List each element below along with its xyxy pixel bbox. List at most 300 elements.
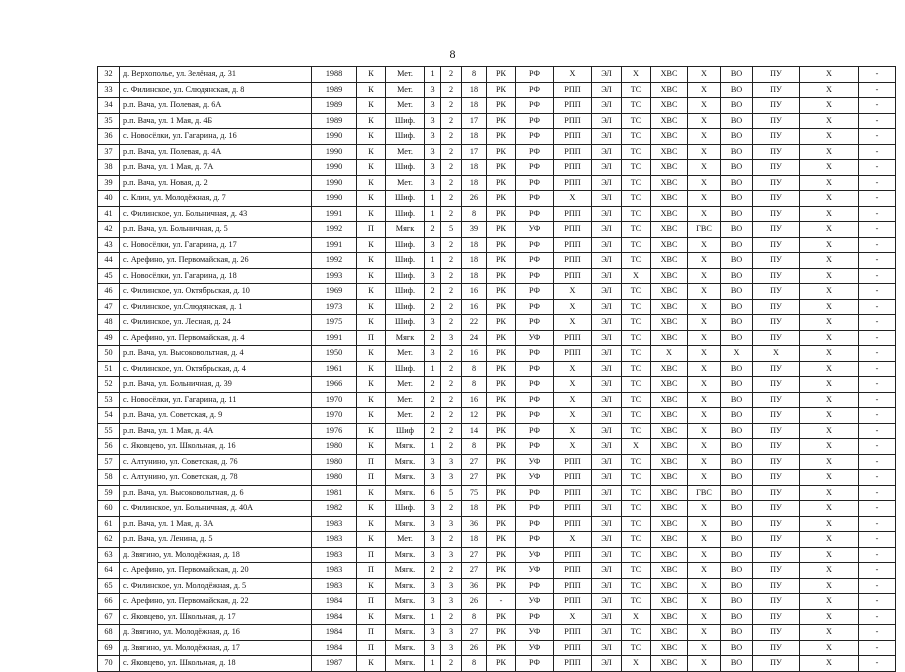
table-cell: ВО (721, 516, 753, 532)
table-cell: Х (688, 439, 721, 455)
table-cell: 18 (462, 175, 487, 191)
table-cell: 1984 (312, 640, 357, 656)
table-cell: Х (800, 315, 859, 331)
table-cell: РФ (516, 98, 554, 114)
table-cell: Х (688, 454, 721, 470)
row-number-cell: 61 (98, 516, 120, 532)
table-cell: РК (487, 330, 516, 346)
table-cell: РК (487, 439, 516, 455)
address-cell: д. Звягино, ул. Молодёжная, д. 16 (120, 625, 312, 641)
table-cell: 1 (425, 206, 441, 222)
table-cell: 1973 (312, 299, 357, 315)
address-cell: с. Арефино, ул. Первомайская, д. 26 (120, 253, 312, 269)
table-cell: - (859, 191, 896, 207)
table-cell: 2 (441, 191, 462, 207)
table-cell: ХВС (651, 67, 688, 83)
table-cell: 8 (462, 377, 487, 393)
table-cell: 3 (425, 113, 441, 129)
table-cell: Х (800, 253, 859, 269)
table-cell: ВО (721, 67, 753, 83)
table-row (98, 268, 896, 284)
table-cell: Х (554, 299, 592, 315)
table-cell: 2 (425, 222, 441, 238)
table-cell: Х (800, 594, 859, 610)
table-cell: 3 (425, 454, 441, 470)
table-cell: РПП (554, 516, 592, 532)
address-cell: р.п. Вача, ул. 1 Мая, д. 3А (120, 516, 312, 532)
table-cell: 3 (425, 594, 441, 610)
table-cell: ХВС (651, 175, 688, 191)
table-cell: К (357, 656, 386, 672)
table-cell: Х (688, 361, 721, 377)
table-cell: ПУ (753, 609, 800, 625)
row-number-cell: 68 (98, 625, 120, 641)
table-cell: ХВС (651, 408, 688, 424)
table-cell: РФ (516, 268, 554, 284)
table-cell: Х (688, 82, 721, 98)
table-cell: Х (688, 563, 721, 579)
table-cell: ВО (721, 253, 753, 269)
row-number-cell: 32 (98, 67, 120, 83)
table-cell: 1990 (312, 129, 357, 145)
table-cell: РФ (516, 392, 554, 408)
row-number-cell: 64 (98, 563, 120, 579)
table-cell: Х (688, 609, 721, 625)
table-body (98, 67, 896, 672)
table-cell: - (859, 578, 896, 594)
table-cell: ЭЛ (592, 175, 622, 191)
table-cell: РПП (554, 330, 592, 346)
table-cell: ВО (721, 237, 753, 253)
table-cell: - (859, 501, 896, 517)
table-cell: ТС (622, 284, 651, 300)
table-cell: Х (800, 532, 859, 548)
table-cell: 3 (425, 470, 441, 486)
table-cell: ТС (622, 144, 651, 160)
table-cell: 2 (441, 439, 462, 455)
table-cell: 1976 (312, 423, 357, 439)
table-cell: ХВС (651, 516, 688, 532)
table-cell: 2 (441, 532, 462, 548)
table-cell: ТС (622, 485, 651, 501)
row-number-cell: 55 (98, 423, 120, 439)
table-cell: Х (688, 470, 721, 486)
table-cell: ЭЛ (592, 253, 622, 269)
table-cell: Х (688, 578, 721, 594)
table-cell: РК (487, 191, 516, 207)
table-cell: РК (487, 485, 516, 501)
table-cell: ЭЛ (592, 315, 622, 331)
table-cell: 3 (425, 237, 441, 253)
table-cell: РПП (554, 144, 592, 160)
table-cell: К (357, 237, 386, 253)
table-cell: ХВС (651, 113, 688, 129)
table-cell: ПУ (753, 98, 800, 114)
table-cell: РК (487, 578, 516, 594)
table-cell: ВО (721, 222, 753, 238)
table-cell: Мягк. (386, 485, 425, 501)
table-cell: К (357, 485, 386, 501)
table-cell: ХВС (651, 377, 688, 393)
table-cell: ХВС (651, 361, 688, 377)
table-cell: РФ (516, 656, 554, 672)
table-cell: 12 (462, 408, 487, 424)
table-cell: ПУ (753, 532, 800, 548)
table-cell: К (357, 129, 386, 145)
table-cell: ПУ (753, 625, 800, 641)
table-cell: РК (487, 175, 516, 191)
table-cell: Шиф. (386, 237, 425, 253)
row-number-cell: 34 (98, 98, 120, 114)
table-cell: 2 (425, 408, 441, 424)
table-cell: Мягк. (386, 439, 425, 455)
table-row (98, 609, 896, 625)
table-cell: РК (487, 547, 516, 563)
table-cell: Х (688, 594, 721, 610)
table-cell: ЭЛ (592, 485, 622, 501)
table-cell: ЭЛ (592, 98, 622, 114)
table-cell: ЭЛ (592, 299, 622, 315)
table-row (98, 656, 896, 672)
table-cell: 16 (462, 392, 487, 408)
table-cell: Х (688, 656, 721, 672)
table-cell: РК (487, 501, 516, 517)
table-cell: ВО (721, 330, 753, 346)
row-number-cell: 48 (98, 315, 120, 331)
table-cell: Х (800, 625, 859, 641)
table-cell: 2 (441, 268, 462, 284)
table-cell: 1981 (312, 485, 357, 501)
table-cell: ПУ (753, 253, 800, 269)
table-cell: - (859, 625, 896, 641)
table-cell: ХВС (651, 129, 688, 145)
table-cell: 1984 (312, 625, 357, 641)
table-cell: ПУ (753, 439, 800, 455)
address-cell: с. Арефино, ул. Первомайская, д. 4 (120, 330, 312, 346)
table-cell: ТС (622, 454, 651, 470)
table-cell: 3 (425, 160, 441, 176)
table-cell: 1969 (312, 284, 357, 300)
table-cell: Х (800, 656, 859, 672)
table-cell: 3 (441, 640, 462, 656)
table-cell: 1975 (312, 315, 357, 331)
table-cell: 8 (462, 361, 487, 377)
table-cell: К (357, 284, 386, 300)
table-row (98, 175, 896, 191)
table-cell: П (357, 547, 386, 563)
table-row (98, 315, 896, 331)
table-cell: ТС (622, 547, 651, 563)
table-cell: - (859, 516, 896, 532)
table-cell: 1983 (312, 532, 357, 548)
table-cell: Х (622, 439, 651, 455)
table-cell: ХВС (651, 547, 688, 563)
table-cell: РПП (554, 501, 592, 517)
table-cell: ХВС (651, 299, 688, 315)
table-cell: РФ (516, 82, 554, 98)
table-cell: 1950 (312, 346, 357, 362)
table-cell: Мягк. (386, 578, 425, 594)
table-cell: Х (554, 392, 592, 408)
table-cell: 3 (425, 501, 441, 517)
table-cell: ВО (721, 392, 753, 408)
table-cell: 1970 (312, 392, 357, 408)
table-cell: ХВС (651, 191, 688, 207)
table-cell: ПУ (753, 454, 800, 470)
table-cell: РК (487, 82, 516, 98)
table-cell: РПП (554, 454, 592, 470)
table-row (98, 423, 896, 439)
table-cell: ГВС (688, 222, 721, 238)
table-cell: РФ (516, 237, 554, 253)
table-cell: Х (800, 563, 859, 579)
table-cell: Х (688, 98, 721, 114)
table-cell: РК (487, 299, 516, 315)
table-cell: 1990 (312, 160, 357, 176)
table-cell: 27 (462, 625, 487, 641)
table-cell: ЭЛ (592, 222, 622, 238)
table-cell: РФ (516, 501, 554, 517)
address-cell: с. Филинское, ул. Больничная, д. 43 (120, 206, 312, 222)
table-cell: ТС (622, 563, 651, 579)
table-cell: ПУ (753, 315, 800, 331)
table-cell: РК (487, 113, 516, 129)
table-cell: РФ (516, 485, 554, 501)
table-cell: РФ (516, 67, 554, 83)
table-cell: Шиф. (386, 160, 425, 176)
table-cell: РК (487, 160, 516, 176)
table-cell: РК (487, 454, 516, 470)
table-cell: РФ (516, 284, 554, 300)
table-cell: 2 (441, 253, 462, 269)
table-cell: - (859, 609, 896, 625)
table-cell: ЭЛ (592, 640, 622, 656)
row-number-cell: 66 (98, 594, 120, 610)
table-cell: ВО (721, 656, 753, 672)
table-cell: 1970 (312, 408, 357, 424)
row-number-cell: 45 (98, 268, 120, 284)
table-cell: Х (688, 625, 721, 641)
table-cell: ХВС (651, 284, 688, 300)
address-cell: с. Новосёлки, ул. Гагарина, д. 16 (120, 129, 312, 145)
table-cell: РК (487, 656, 516, 672)
table-cell: ТС (622, 516, 651, 532)
table-row (98, 129, 896, 145)
table-cell: РК (487, 315, 516, 331)
table-cell: Х (800, 206, 859, 222)
row-number-cell: 42 (98, 222, 120, 238)
table-cell: 8 (462, 206, 487, 222)
table-cell: ТС (622, 377, 651, 393)
row-number-cell: 59 (98, 485, 120, 501)
table-row (98, 578, 896, 594)
table-row (98, 82, 896, 98)
table-cell: ПУ (753, 516, 800, 532)
table-cell: Мягк. (386, 656, 425, 672)
table-cell: 2 (441, 501, 462, 517)
table-cell: 1 (425, 67, 441, 83)
table-cell: ТС (622, 470, 651, 486)
table-cell: - (859, 222, 896, 238)
table-cell: Х (688, 640, 721, 656)
table-cell: Х (800, 191, 859, 207)
table-cell: 2 (441, 129, 462, 145)
table-cell: Шиф. (386, 315, 425, 331)
table-cell: ЭЛ (592, 625, 622, 641)
table-cell: 1989 (312, 113, 357, 129)
table-cell: ТС (622, 361, 651, 377)
row-number-cell: 41 (98, 206, 120, 222)
page-number: 8 (449, 47, 456, 61)
table-cell: ЭЛ (592, 501, 622, 517)
table-cell: РФ (516, 175, 554, 191)
table-row (98, 144, 896, 160)
row-number-cell: 69 (98, 640, 120, 656)
table-cell: ЭЛ (592, 113, 622, 129)
table-cell: РФ (516, 160, 554, 176)
table-cell: 39 (462, 222, 487, 238)
table-cell: ХВС (651, 532, 688, 548)
table-cell: - (859, 67, 896, 83)
table-cell: ЭЛ (592, 609, 622, 625)
table-cell: Шиф. (386, 253, 425, 269)
table-cell: 2 (425, 330, 441, 346)
table-cell: ЭЛ (592, 392, 622, 408)
row-number-cell: 43 (98, 237, 120, 253)
table-cell: ЭЛ (592, 439, 622, 455)
table-cell: К (357, 377, 386, 393)
table-cell: Мягк. (386, 640, 425, 656)
address-cell: с. Алтунино, ул. Советская, д. 76 (120, 454, 312, 470)
table-cell: РК (487, 346, 516, 362)
table-cell: ПУ (753, 268, 800, 284)
table-cell: - (859, 98, 896, 114)
table-cell: Х (800, 160, 859, 176)
table-cell: ТС (622, 98, 651, 114)
table-cell: - (859, 346, 896, 362)
address-cell: р.п. Вача, ул. Больничная, д. 5 (120, 222, 312, 238)
table-row (98, 470, 896, 486)
row-number-cell: 53 (98, 392, 120, 408)
table-cell: 3 (441, 330, 462, 346)
table-cell: 22 (462, 315, 487, 331)
table-row (98, 206, 896, 222)
table-cell: ПУ (753, 113, 800, 129)
row-number-cell: 40 (98, 191, 120, 207)
table-cell: 1984 (312, 609, 357, 625)
table-cell: 5 (441, 485, 462, 501)
table-cell: Х (688, 423, 721, 439)
table-cell: РФ (516, 346, 554, 362)
table-row (98, 392, 896, 408)
table-cell: Мягк. (386, 594, 425, 610)
table-cell: РК (487, 206, 516, 222)
table-cell: ВО (721, 485, 753, 501)
table-cell: 3 (425, 625, 441, 641)
table-cell: Х (622, 609, 651, 625)
table-cell: Шиф. (386, 113, 425, 129)
table-cell: Х (688, 392, 721, 408)
table-cell: Шиф. (386, 361, 425, 377)
address-cell: с. Новосёлки, ул. Гагарина, д. 17 (120, 237, 312, 253)
table-cell: 3 (425, 268, 441, 284)
table-cell: Шиф. (386, 284, 425, 300)
table-cell: Х (554, 377, 592, 393)
table-cell: - (859, 330, 896, 346)
table-cell: Х (800, 222, 859, 238)
table-cell: Х (622, 268, 651, 284)
table-cell: 1990 (312, 144, 357, 160)
table-cell: ТС (622, 501, 651, 517)
address-cell: с. Арефино, ул. Первомайская, д. 22 (120, 594, 312, 610)
table-cell: Х (800, 299, 859, 315)
table-row (98, 625, 896, 641)
table-cell: УФ (516, 640, 554, 656)
table-cell: ХВС (651, 470, 688, 486)
table-cell: 2 (441, 237, 462, 253)
table-cell: ТС (622, 578, 651, 594)
table-cell: 3 (441, 470, 462, 486)
table-cell: 1992 (312, 253, 357, 269)
table-cell: ХВС (651, 640, 688, 656)
table-cell: РК (487, 609, 516, 625)
row-number-cell: 49 (98, 330, 120, 346)
table-cell: РК (487, 129, 516, 145)
table-cell: ТС (622, 315, 651, 331)
table-cell: РФ (516, 578, 554, 594)
table-row (98, 563, 896, 579)
table-cell: РК (487, 532, 516, 548)
table-cell: 1991 (312, 206, 357, 222)
table-cell: Х (622, 67, 651, 83)
table-row (98, 532, 896, 548)
table-cell: РК (487, 98, 516, 114)
table-cell: К (357, 501, 386, 517)
table-row (98, 299, 896, 315)
table-cell: ВО (721, 578, 753, 594)
table-cell: РФ (516, 315, 554, 331)
table-cell: ХВС (651, 160, 688, 176)
table-cell: Х (800, 67, 859, 83)
table-cell: К (357, 67, 386, 83)
table-cell: 2 (441, 144, 462, 160)
row-number-cell: 47 (98, 299, 120, 315)
table-cell: - (859, 299, 896, 315)
row-number-cell: 35 (98, 113, 120, 129)
table-cell: РФ (516, 113, 554, 129)
table-cell: ТС (622, 253, 651, 269)
table-cell: Х (800, 439, 859, 455)
table-cell: К (357, 516, 386, 532)
table-cell: РК (487, 361, 516, 377)
table-cell: 1980 (312, 454, 357, 470)
table-cell: П (357, 222, 386, 238)
table-cell: 18 (462, 160, 487, 176)
table-cell: РПП (554, 470, 592, 486)
table-cell: РПП (554, 594, 592, 610)
table-cell: Мягк. (386, 516, 425, 532)
table-cell: ХВС (651, 609, 688, 625)
table-cell: 2 (441, 408, 462, 424)
table-cell: РПП (554, 113, 592, 129)
row-number-cell: 38 (98, 160, 120, 176)
table-cell: РФ (516, 532, 554, 548)
row-number-cell: 63 (98, 547, 120, 563)
table-cell: Х (800, 516, 859, 532)
table-cell: 1990 (312, 175, 357, 191)
table-cell: РК (487, 423, 516, 439)
table-cell: Мет. (386, 346, 425, 362)
